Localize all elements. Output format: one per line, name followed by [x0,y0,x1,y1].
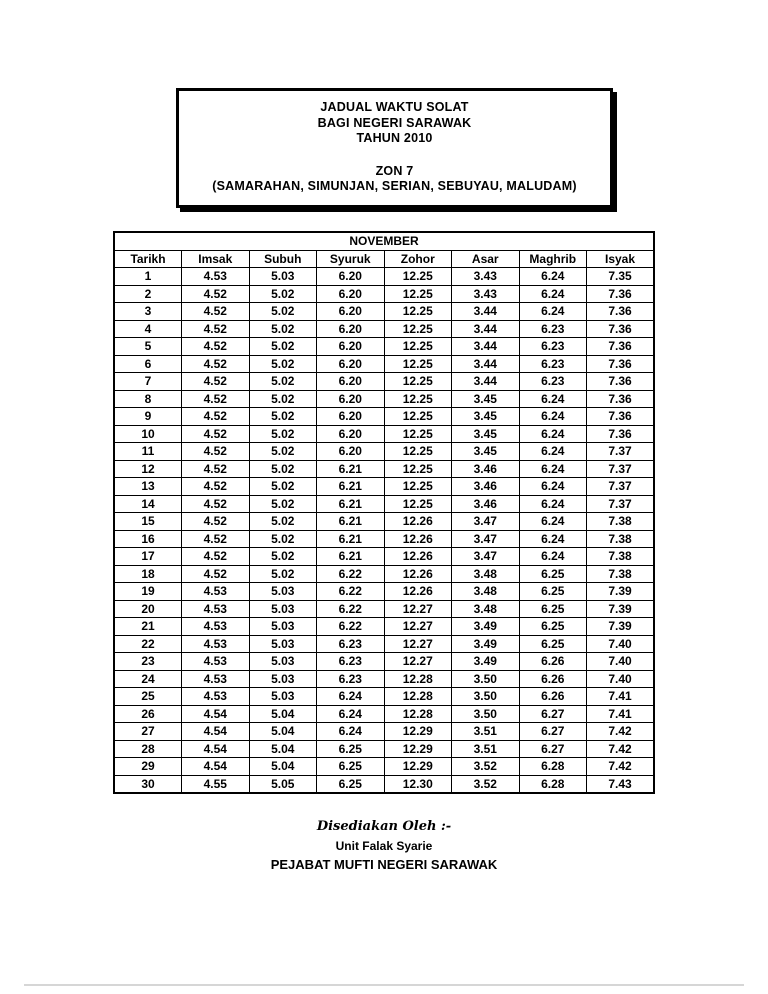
time-cell: 6.22 [317,618,385,636]
time-cell: 6.24 [519,478,587,496]
time-cell: 7.36 [587,390,655,408]
time-cell: 3.45 [452,408,520,426]
date-cell: 13 [114,478,182,496]
time-cell: 6.23 [519,355,587,373]
title-box-spacer [183,147,606,164]
date-cell: 21 [114,618,182,636]
time-cell: 6.24 [317,723,385,741]
time-cell: 12.25 [384,478,452,496]
document-title-line-2: BAGI NEGERI SARAWAK [317,115,472,130]
time-cell: 6.24 [519,408,587,426]
time-cell: 12.27 [384,653,452,671]
time-cell: 7.36 [587,320,655,338]
time-cell: 4.52 [182,443,250,461]
time-cell: 6.20 [317,390,385,408]
column-header-tarikh: Tarikh [114,250,182,268]
time-cell: 4.53 [182,653,250,671]
time-cell: 5.02 [249,478,317,496]
table-row [114,443,654,461]
time-cell: 6.24 [519,548,587,566]
time-cell: 5.02 [249,390,317,408]
time-cell: 6.23 [519,338,587,356]
time-cell: 5.03 [249,268,317,286]
date-cell: 9 [114,408,182,426]
time-cell: 6.23 [317,670,385,688]
time-cell: 12.30 [384,775,452,793]
time-cell: 5.02 [249,565,317,583]
time-cell: 7.39 [587,583,655,601]
time-cell: 12.25 [384,320,452,338]
time-cell: 6.22 [317,583,385,601]
time-cell: 7.38 [587,530,655,548]
time-cell: 4.53 [182,618,250,636]
time-cell: 5.03 [249,600,317,618]
time-cell: 6.25 [519,618,587,636]
date-cell: 10 [114,425,182,443]
time-cell: 4.52 [182,320,250,338]
date-cell: 14 [114,495,182,513]
time-cell: 5.02 [249,530,317,548]
time-cell: 12.25 [384,373,452,391]
time-cell: 4.53 [182,670,250,688]
time-cell: 12.27 [384,618,452,636]
time-cell: 6.26 [519,688,587,706]
time-cell: 6.21 [317,548,385,566]
date-cell: 4 [114,320,182,338]
time-cell: 6.20 [317,373,385,391]
time-cell: 7.37 [587,495,655,513]
time-cell: 3.48 [452,565,520,583]
time-cell: 7.40 [587,635,655,653]
time-cell: 3.44 [452,373,520,391]
time-cell: 6.28 [519,775,587,793]
time-cell: 6.25 [519,583,587,601]
time-cell: 12.26 [384,583,452,601]
time-cell: 12.27 [384,600,452,618]
time-cell: 6.26 [519,670,587,688]
table-row [114,390,654,408]
table-header-row [114,250,654,268]
time-cell: 7.42 [587,723,655,741]
time-cell: 7.37 [587,478,655,496]
time-cell: 4.52 [182,478,250,496]
time-cell: 7.37 [587,460,655,478]
time-cell: 3.46 [452,460,520,478]
prayer-table-body [114,268,654,794]
office-label: PEJABAT MUFTI NEGERI SARAWAK [270,857,498,872]
time-cell: 7.41 [587,688,655,706]
column-header-maghrib: Maghrib [519,250,587,268]
time-cell: 12.25 [384,338,452,356]
date-cell: 29 [114,758,182,776]
table-row [114,705,654,723]
date-cell: 30 [114,775,182,793]
table-row [114,670,654,688]
table-row [114,530,654,548]
time-cell: 12.29 [384,758,452,776]
date-cell: 6 [114,355,182,373]
time-cell: 12.28 [384,705,452,723]
time-cell: 5.03 [249,583,317,601]
time-cell: 6.21 [317,530,385,548]
time-cell: 6.20 [317,355,385,373]
date-cell: 16 [114,530,182,548]
time-cell: 12.25 [384,425,452,443]
time-cell: 4.54 [182,740,250,758]
time-cell: 6.24 [519,285,587,303]
time-cell: 5.04 [249,723,317,741]
time-cell: 12.25 [384,303,452,321]
time-cell: 4.53 [182,635,250,653]
time-cell: 6.24 [519,513,587,531]
time-cell: 12.26 [384,548,452,566]
column-header-imsak: Imsak [182,250,250,268]
time-cell: 7.39 [587,600,655,618]
time-cell: 5.03 [249,635,317,653]
time-cell: 6.28 [519,758,587,776]
time-cell: 3.46 [452,495,520,513]
time-cell: 7.42 [587,758,655,776]
prayer-times-table [113,231,655,794]
table-row [114,285,654,303]
time-cell: 6.24 [519,425,587,443]
time-cell: 6.20 [317,338,385,356]
time-cell: 6.24 [317,688,385,706]
time-cell: 6.22 [317,600,385,618]
time-cell: 6.20 [317,285,385,303]
districts-label: (SAMARAHAN, SIMUNJAN, SERIAN, SEBUYAU, MALUDAM) [212,179,577,193]
time-cell: 3.45 [452,390,520,408]
time-cell: 4.52 [182,460,250,478]
time-cell: 4.52 [182,338,250,356]
time-cell: 6.21 [317,513,385,531]
time-cell: 5.02 [249,320,317,338]
table-row [114,495,654,513]
time-cell: 3.49 [452,653,520,671]
time-cell: 12.25 [384,443,452,461]
time-cell: 7.36 [587,338,655,356]
time-cell: 6.25 [519,600,587,618]
time-cell: 3.45 [452,425,520,443]
time-cell: 6.21 [317,495,385,513]
table-row [114,775,654,793]
time-cell: 3.52 [452,775,520,793]
column-header-syuruk: Syuruk [317,250,385,268]
time-cell: 3.51 [452,723,520,741]
date-cell: 22 [114,635,182,653]
date-cell: 11 [114,443,182,461]
time-cell: 6.27 [519,740,587,758]
table-row [114,740,654,758]
time-cell: 3.51 [452,740,520,758]
time-cell: 12.25 [384,355,452,373]
date-cell: 17 [114,548,182,566]
time-cell: 4.52 [182,408,250,426]
date-cell: 1 [114,268,182,286]
time-cell: 6.23 [317,635,385,653]
time-cell: 4.54 [182,723,250,741]
column-header-isyak: Isyak [587,250,655,268]
date-cell: 5 [114,338,182,356]
time-cell: 3.48 [452,600,520,618]
time-cell: 12.29 [384,740,452,758]
date-cell: 23 [114,653,182,671]
table-row [114,635,654,653]
time-cell: 4.52 [182,285,250,303]
time-cell: 6.27 [519,723,587,741]
date-cell: 8 [114,390,182,408]
time-cell: 12.29 [384,723,452,741]
time-cell: 5.03 [249,688,317,706]
time-cell: 6.23 [317,653,385,671]
time-cell: 12.27 [384,635,452,653]
table-row [114,583,654,601]
time-cell: 5.03 [249,653,317,671]
time-cell: 5.04 [249,758,317,776]
time-cell: 6.23 [519,373,587,391]
time-cell: 6.20 [317,408,385,426]
time-cell: 3.52 [452,758,520,776]
table-row [114,338,654,356]
time-cell: 5.04 [249,705,317,723]
table-row [114,373,654,391]
time-cell: 4.52 [182,373,250,391]
time-cell: 3.47 [452,530,520,548]
time-cell: 7.40 [587,653,655,671]
date-cell: 24 [114,670,182,688]
time-cell: 6.22 [317,565,385,583]
time-cell: 6.24 [519,390,587,408]
time-cell: 7.43 [587,775,655,793]
time-cell: 3.44 [452,303,520,321]
document-title-line-1: JADUAL WAKTU SOLAT [320,100,469,114]
time-cell: 7.39 [587,618,655,636]
column-header-asar: Asar [452,250,520,268]
time-cell: 7.38 [587,548,655,566]
time-cell: 12.25 [384,408,452,426]
time-cell: 5.03 [249,670,317,688]
time-cell: 3.44 [452,355,520,373]
time-cell: 5.02 [249,425,317,443]
time-cell: 4.52 [182,548,250,566]
time-cell: 6.27 [519,705,587,723]
time-cell: 6.25 [317,775,385,793]
time-cell: 5.02 [249,355,317,373]
time-cell: 3.46 [452,478,520,496]
time-cell: 4.52 [182,355,250,373]
table-row [114,688,654,706]
time-cell: 4.54 [182,705,250,723]
table-row [114,653,654,671]
time-cell: 6.24 [519,530,587,548]
time-cell: 7.41 [587,705,655,723]
time-cell: 6.23 [519,320,587,338]
date-cell: 20 [114,600,182,618]
time-cell: 3.43 [452,285,520,303]
date-cell: 3 [114,303,182,321]
time-cell: 3.48 [452,583,520,601]
time-cell: 6.20 [317,443,385,461]
time-cell: 6.21 [317,460,385,478]
time-cell: 4.53 [182,268,250,286]
time-cell: 6.25 [317,758,385,776]
column-header-zohor: Zohor [384,250,452,268]
time-cell: 6.25 [519,565,587,583]
time-cell: 4.53 [182,688,250,706]
table-row [114,355,654,373]
time-cell: 7.36 [587,425,655,443]
time-cell: 3.44 [452,320,520,338]
time-cell: 6.24 [519,268,587,286]
time-cell: 7.36 [587,373,655,391]
time-cell: 12.25 [384,495,452,513]
table-row [114,723,654,741]
time-cell: 4.52 [182,530,250,548]
time-cell: 12.25 [384,390,452,408]
table-row [114,303,654,321]
time-cell: 6.20 [317,320,385,338]
column-header-subuh: Subuh [249,250,317,268]
time-cell: 6.21 [317,478,385,496]
date-cell: 28 [114,740,182,758]
table-row [114,565,654,583]
time-cell: 6.25 [317,740,385,758]
time-cell: 5.02 [249,303,317,321]
time-cell: 6.20 [317,268,385,286]
time-cell: 3.47 [452,548,520,566]
time-cell: 12.26 [384,513,452,531]
time-cell: 12.26 [384,565,452,583]
page-bottom-edge-line [24,984,744,986]
date-cell: 25 [114,688,182,706]
table-row [114,460,654,478]
time-cell: 6.24 [519,303,587,321]
time-cell: 6.20 [317,425,385,443]
time-cell: 3.45 [452,443,520,461]
time-cell: 7.36 [587,408,655,426]
time-cell: 5.03 [249,618,317,636]
time-cell: 4.54 [182,758,250,776]
table-row [114,513,654,531]
table-row [114,758,654,776]
time-cell: 5.02 [249,338,317,356]
table-row [114,600,654,618]
time-cell: 12.25 [384,268,452,286]
time-cell: 5.02 [249,460,317,478]
time-cell: 7.36 [587,285,655,303]
time-cell: 7.38 [587,513,655,531]
time-cell: 4.52 [182,425,250,443]
date-cell: 2 [114,285,182,303]
time-cell: 4.53 [182,600,250,618]
date-cell: 18 [114,565,182,583]
table-row [114,548,654,566]
unit-label: Unit Falak Syarie [335,839,433,853]
time-cell: 6.20 [317,303,385,321]
time-cell: 5.02 [249,408,317,426]
time-cell: 5.05 [249,775,317,793]
table-row [114,618,654,636]
time-cell: 5.04 [249,740,317,758]
time-cell: 5.02 [249,373,317,391]
time-cell: 3.43 [452,268,520,286]
prepared-by-label: Disediakan Oleh :- [316,819,452,834]
time-cell: 4.55 [182,775,250,793]
table-row [114,408,654,426]
time-cell: 4.52 [182,390,250,408]
time-cell: 5.02 [249,548,317,566]
time-cell: 7.40 [587,670,655,688]
title-box [176,88,613,208]
time-cell: 12.25 [384,285,452,303]
time-cell: 4.52 [182,565,250,583]
table-row [114,425,654,443]
time-cell: 5.02 [249,443,317,461]
time-cell: 3.50 [452,688,520,706]
time-cell: 7.35 [587,268,655,286]
date-cell: 27 [114,723,182,741]
time-cell: 3.50 [452,670,520,688]
time-cell: 7.42 [587,740,655,758]
time-cell: 4.53 [182,583,250,601]
time-cell: 12.28 [384,670,452,688]
table-row [114,478,654,496]
time-cell: 6.24 [519,460,587,478]
time-cell: 12.26 [384,530,452,548]
date-cell: 26 [114,705,182,723]
time-cell: 7.36 [587,355,655,373]
month-title-cell: NOVEMBER [114,232,654,250]
time-cell: 3.44 [452,338,520,356]
date-cell: 12 [114,460,182,478]
time-cell: 7.38 [587,565,655,583]
time-cell: 6.24 [519,495,587,513]
time-cell: 12.28 [384,688,452,706]
zone-label: ZON 7 [375,163,414,178]
time-cell: 4.52 [182,513,250,531]
time-cell: 6.25 [519,635,587,653]
time-cell: 6.24 [519,443,587,461]
date-cell: 15 [114,513,182,531]
date-cell: 7 [114,373,182,391]
time-cell: 5.02 [249,495,317,513]
time-cell: 4.52 [182,495,250,513]
month-row [114,232,654,250]
time-cell: 5.02 [249,513,317,531]
time-cell: 3.47 [452,513,520,531]
time-cell: 12.25 [384,460,452,478]
table-row [114,268,654,286]
date-cell: 19 [114,583,182,601]
time-cell: 4.52 [182,303,250,321]
document-title-line-3: TAHUN 2010 [356,131,433,145]
time-cell: 3.49 [452,618,520,636]
time-cell: 5.02 [249,285,317,303]
time-cell: 7.37 [587,443,655,461]
time-cell: 3.49 [452,635,520,653]
time-cell: 3.50 [452,705,520,723]
time-cell: 6.24 [317,705,385,723]
time-cell: 7.36 [587,303,655,321]
footer [0,818,768,873]
table-row [114,320,654,338]
time-cell: 6.26 [519,653,587,671]
